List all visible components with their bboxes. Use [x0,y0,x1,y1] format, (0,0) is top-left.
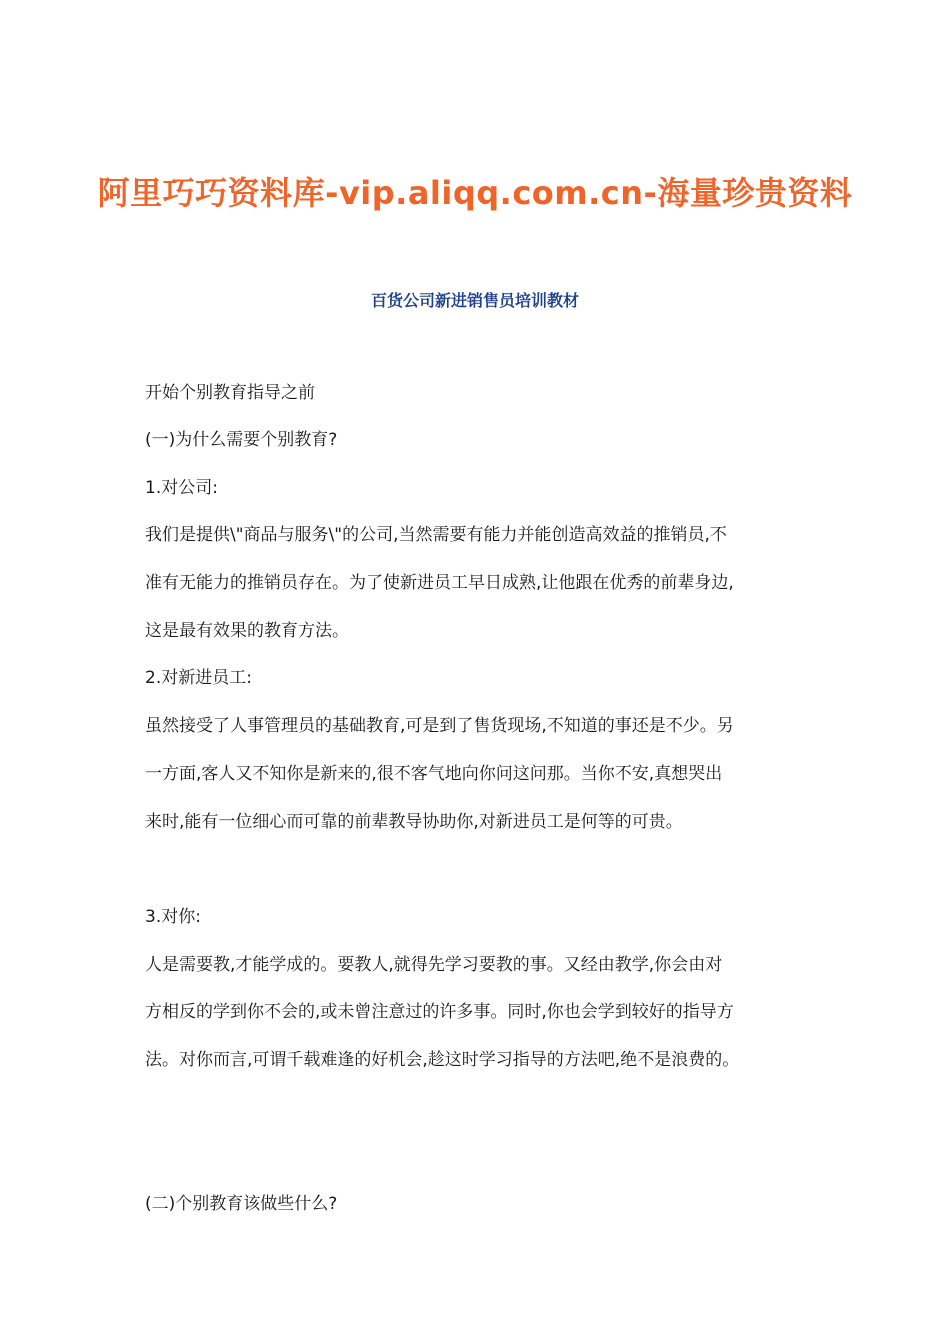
paragraph-line: 准有无能力的推销员存在。为了使新进员工早日成熟,让他跟在优秀的前辈身边, [145,573,734,593]
paragraph-line: 来时,能有一位细心而可靠的前辈教导协助你,对新进员工是何等的可贵。 [145,812,683,832]
paragraph-line: 一方面,客人又不知你是新来的,很不客气地向你问这问那。当你不安,真想哭出 [145,764,723,784]
section-one-heading: (一)为什么需要个别教育? [145,430,338,450]
subsection-new-staff-heading: 2.对新进员工: [145,668,252,688]
paragraph-line: 虽然接受了人事管理员的基础教育,可是到了售货现场,不知道的事还是不少。另 [145,716,734,736]
document-title: 百货公司新进销售员培训教材 [370,291,579,310]
section-intro-heading: 开始个别教育指导之前 [145,383,315,403]
paragraph-line: 法。对你而言,可谓千载难逢的好机会,趁这时学习指导的方法吧,绝不是浪费的。 [145,1050,740,1070]
subsection-you-heading: 3.对你: [145,907,201,927]
paragraph-line: 这是最有效果的教育方法。 [145,621,349,641]
subsection-company-heading: 1.对公司: [145,478,218,498]
paragraph-line: 人是需要教,才能学成的。要教人,就得先学习要教的事。又经由教学,你会由对 [145,955,723,975]
paragraph-line: 我们是提供\"商品与服务\"的公司,当然需要有能力并能创造高效益的推销员,不 [145,525,727,545]
watermark-banner: 阿里巧巧资料库-vip.aliqq.com.cn-海量珍贵资料 [97,174,853,212]
section-two-heading: (二)个别教育该做些什么? [145,1194,338,1214]
paragraph-line: 方相反的学到你不会的,或未曾注意过的许多事。同时,你也会学到较好的指导方 [145,1002,734,1022]
